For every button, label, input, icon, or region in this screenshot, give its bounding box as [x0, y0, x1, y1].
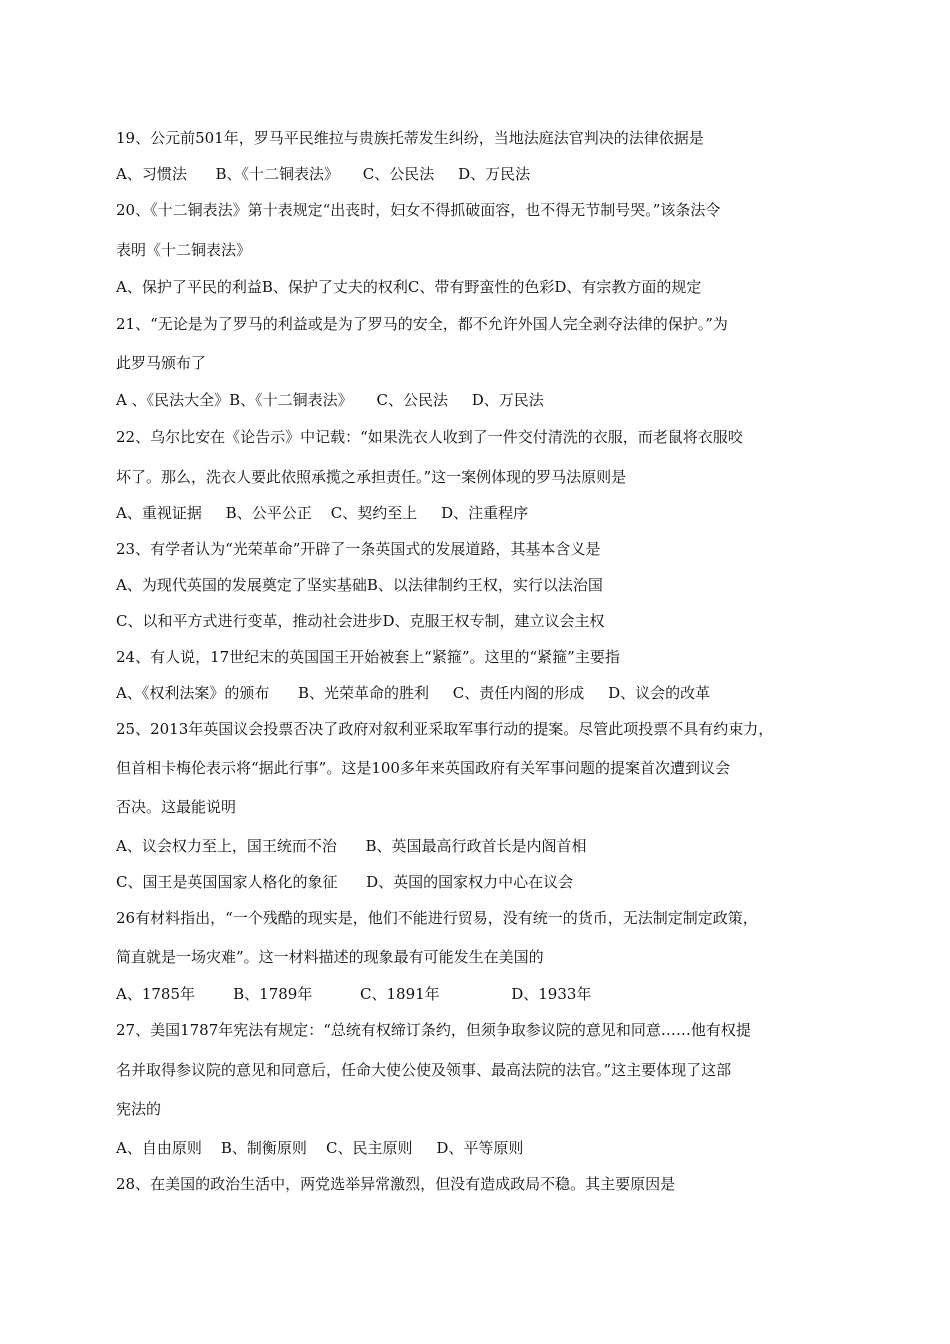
q22-options: A、重视证据 B、公平公正 C、契约至上 D、注重程序 — [116, 504, 529, 522]
q28-stem: 28、在美国的政治生活中，两党选举异常激烈，但没有造成政局不稳。其主要原因是 — [116, 1175, 676, 1193]
q23-stem: 23、有学者认为“光荣革命”开辟了一条英国式的发展道路，其基本含义是 — [116, 540, 601, 558]
q25-stem-line2: 但首相卡梅伦表示将“据此行事”。这是100多年来英国政府有关军事问题的提案首次遭到议会 — [116, 759, 730, 777]
q20-options: A、保护了平民的利益B、保护了丈夫的权利C、带有野蛮性的色彩D、有宗教方面的规定 — [116, 278, 702, 296]
q21-options: A 、《民法大全》B、《十二铜表法》 C、公民法 D、万民法 — [116, 391, 544, 409]
q25-stem-line3: 否决。这最能说明 — [116, 798, 237, 816]
q20-stem-line1: 20、《十二铜表法》第十表规定“出丧时，妇女不得抓破面容，也不得无节制号哭。”该条法令 — [116, 201, 721, 219]
q24-options: A、《权利法案》的颁布 B、光荣革命的胜利 C、责任内阁的形成 D、议会的改革 — [116, 684, 711, 702]
q19-stem: 19、公元前501年，罗马平民维拉与贵族托蒂发生纠纷，当地法庭法官判决的法律依据是 — [116, 129, 704, 147]
q26-stem-line1: 26有材料指出，“一个残酷的现实是，他们不能进行贸易，没有统一的货币，无法制定制定政策， — [116, 909, 758, 927]
q26-stem-line2: 简直就是一场灾难”。这一材料描述的现象最有可能发生在美国的 — [116, 948, 544, 966]
q27-stem-line2: 名并取得参议院的意见和同意后，任命大使公使及领事、最高法院的法官。”这主要体现了这部 — [116, 1061, 732, 1079]
q27-stem-line3: 宪法的 — [116, 1100, 162, 1118]
q20-stem-line2: 表明《十二铜表法》 — [116, 241, 252, 259]
q19-options: A、习惯法 B、《十二铜表法》 C、公民法 D、万民法 — [116, 165, 531, 183]
q27-stem-line1: 27、美国1787年宪法有规定：“总统有权缔订条约，但须争取参议院的意见和同意……他有权提 — [116, 1021, 751, 1039]
q21-stem-line2: 此罗马颁布了 — [116, 354, 207, 372]
q22-stem-line1: 22、乌尔比安在《论告示》中记载：“如果洗衣人收到了一件交付清洗的衣服，而老鼠将衣服咬 — [116, 428, 743, 446]
q26-options: A、1785年 B、1789年 C、1891年 D、1933年 — [116, 985, 592, 1003]
q22-stem-line2: 坏了。那么，洗衣人要此依照承揽之承担责任。”这一案例体现的罗马法原则是 — [116, 468, 627, 486]
q23-options-line1: A、为现代英国的发展奠定了坚实基础B、以法律制约王权，实行以法治国 — [116, 576, 603, 594]
q25-options-line1: A、议会权力至上，国王统而不治 B、英国最高行政首长是内阁首相 — [116, 837, 587, 855]
q25-options-line2: C、国王是英国国家人格化的象征 D、英国的国家权力中心在议会 — [116, 873, 574, 891]
q21-stem-line1: 21、“无论是为了罗马的利益或是为了罗马的安全，都不允许外国人完全剥夺法律的保护。”为 — [116, 315, 728, 333]
q27-options: A、自由原则 B、制衡原则 C、民主原则 D、平等原则 — [116, 1139, 524, 1157]
q25-stem-line1: 25、2013年英国议会投票否决了政府对叙利亚采取军事行动的提案。尽管此项投票不具有约束力， — [116, 720, 774, 738]
q23-options-line2: C、以和平方式进行变革，推动社会进步D、克服王权专制，建立议会主权 — [116, 612, 605, 630]
q24-stem: 24、有人说，17世纪末的英国国王开始被套上“紧箍”。这里的“紧箍”主要指 — [116, 648, 620, 666]
